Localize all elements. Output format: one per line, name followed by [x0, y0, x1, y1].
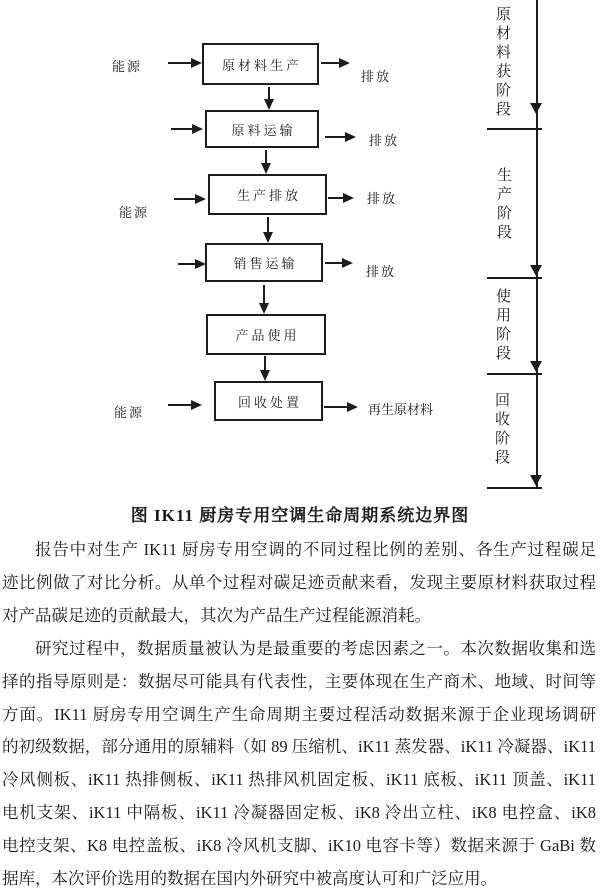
energy-label-3: 能源: [114, 405, 145, 420]
body-text: [2, 534, 596, 893]
arrow-right-icon: [328, 197, 344, 199]
stage-tick: [487, 277, 542, 279]
stage-arrow-down-icon: [530, 475, 542, 486]
paragraph2-line4: 的初级数据，部分通用的原辅料（如 89 压缩机、iK11 蒸发器、iK11 冷凝器、iK11: [2, 737, 596, 757]
arrow-right-icon: [325, 136, 346, 138]
process-box-product-use: 产品使用: [206, 314, 326, 355]
figure-caption: 图 IK11 厨房专用空调生命周期系统边界图: [130, 506, 470, 525]
paragraph2-line3: 方面。IK11 厨房专用空调生产生命周期主要过程活动数据来源于企业现场调研: [2, 704, 596, 724]
process-box-sales-transport: 销售运输: [205, 243, 323, 282]
stage-label-use: 使用阶段: [494, 288, 510, 364]
energy-label-1: 能源: [112, 59, 143, 74]
paragraph2-line2: 择的指导原则是：数据尽可能具有代表性，主要体现在生产商术、地域、时间等: [2, 671, 596, 691]
arrow-right-icon: [168, 404, 192, 406]
energy-label-2: 能源: [119, 205, 150, 220]
process-box-raw-material-production: 原材料生产: [202, 43, 319, 85]
arrow-down-icon: [267, 217, 269, 233]
arrow-right-icon: [174, 198, 196, 200]
stage-arrow-down-icon: [530, 265, 542, 276]
arrow-right-icon: [325, 262, 343, 264]
arrow-down-icon: [264, 356, 266, 371]
arrow-down-icon: [268, 87, 270, 100]
arrow-right-icon: [324, 406, 348, 408]
paragraph2-line5: 冷风侧板、iK11 热排侧板、iK11 热排风机固定板、iK11 底板、iK11 顶盖、iK11: [2, 770, 596, 790]
paragraph2-line6: 电机支架、iK11 中隔板、iK11 冷凝器固定板、iK8 冷出立柱、iK8 电控盒、iK8: [2, 803, 596, 823]
stage-tick: [487, 373, 542, 375]
arrow-down-icon: [263, 285, 265, 304]
paragraph2-line7: 电控支架、K8 电控盖板、iK8 冷风机支脚、iK10 电容卡等）数据来源于 GaBi 数: [2, 836, 596, 856]
emission-label-3: 排放: [367, 191, 398, 206]
emission-label-4: 排放: [366, 264, 397, 279]
arrow-right-icon: [321, 62, 340, 64]
paragraph1-line3: 对产品碳足迹的贡献最大，其次为产品生产过程能源消耗。: [2, 605, 431, 625]
stage-label-raw-material-acquisition: 原材料获阶段: [494, 6, 510, 120]
stage-arrow-down-icon: [530, 361, 542, 372]
stage-axis-line: [536, 0, 538, 489]
emission-label-1: 排放: [361, 69, 392, 84]
paragraph2-line1: 研究过程中，数据质量被认为是最重要的考虑因素之一。本次数据收集和选: [35, 638, 596, 658]
arrow-right-icon: [171, 128, 193, 130]
paragraph2-line8: 据库，本次评价选用的数据在国内外研究中被高度认可和广泛应用。: [2, 869, 497, 889]
emission-label-2: 排放: [369, 133, 400, 148]
process-box-production-emission: 生产排放: [208, 174, 327, 215]
process-box-raw-material-transport: 原料运输: [205, 110, 319, 148]
stage-label-production: 生产阶段: [495, 167, 511, 243]
arrow-right-icon: [178, 263, 196, 265]
paragraph1-line1: 报告中对生产 IK11 厨房专用空调的不同过程比例的差别、各生产过程碳足: [35, 540, 596, 559]
stage-label-recycling: 回收阶段: [493, 392, 509, 468]
arrow-right-icon: [168, 62, 192, 64]
paragraph1-line2: 迹比例做了对比分析。从单个过程对碳足迹贡献来看，发现主要原材料获取过程: [2, 572, 596, 592]
stage-tick: [487, 128, 542, 130]
stage-tick: [487, 487, 542, 489]
recycled-material-label: 再生原材料: [368, 402, 434, 417]
arrow-down-icon: [265, 150, 267, 164]
process-box-recycling-disposal: 回收处置: [214, 381, 323, 421]
stage-arrow-down-icon: [530, 103, 542, 114]
